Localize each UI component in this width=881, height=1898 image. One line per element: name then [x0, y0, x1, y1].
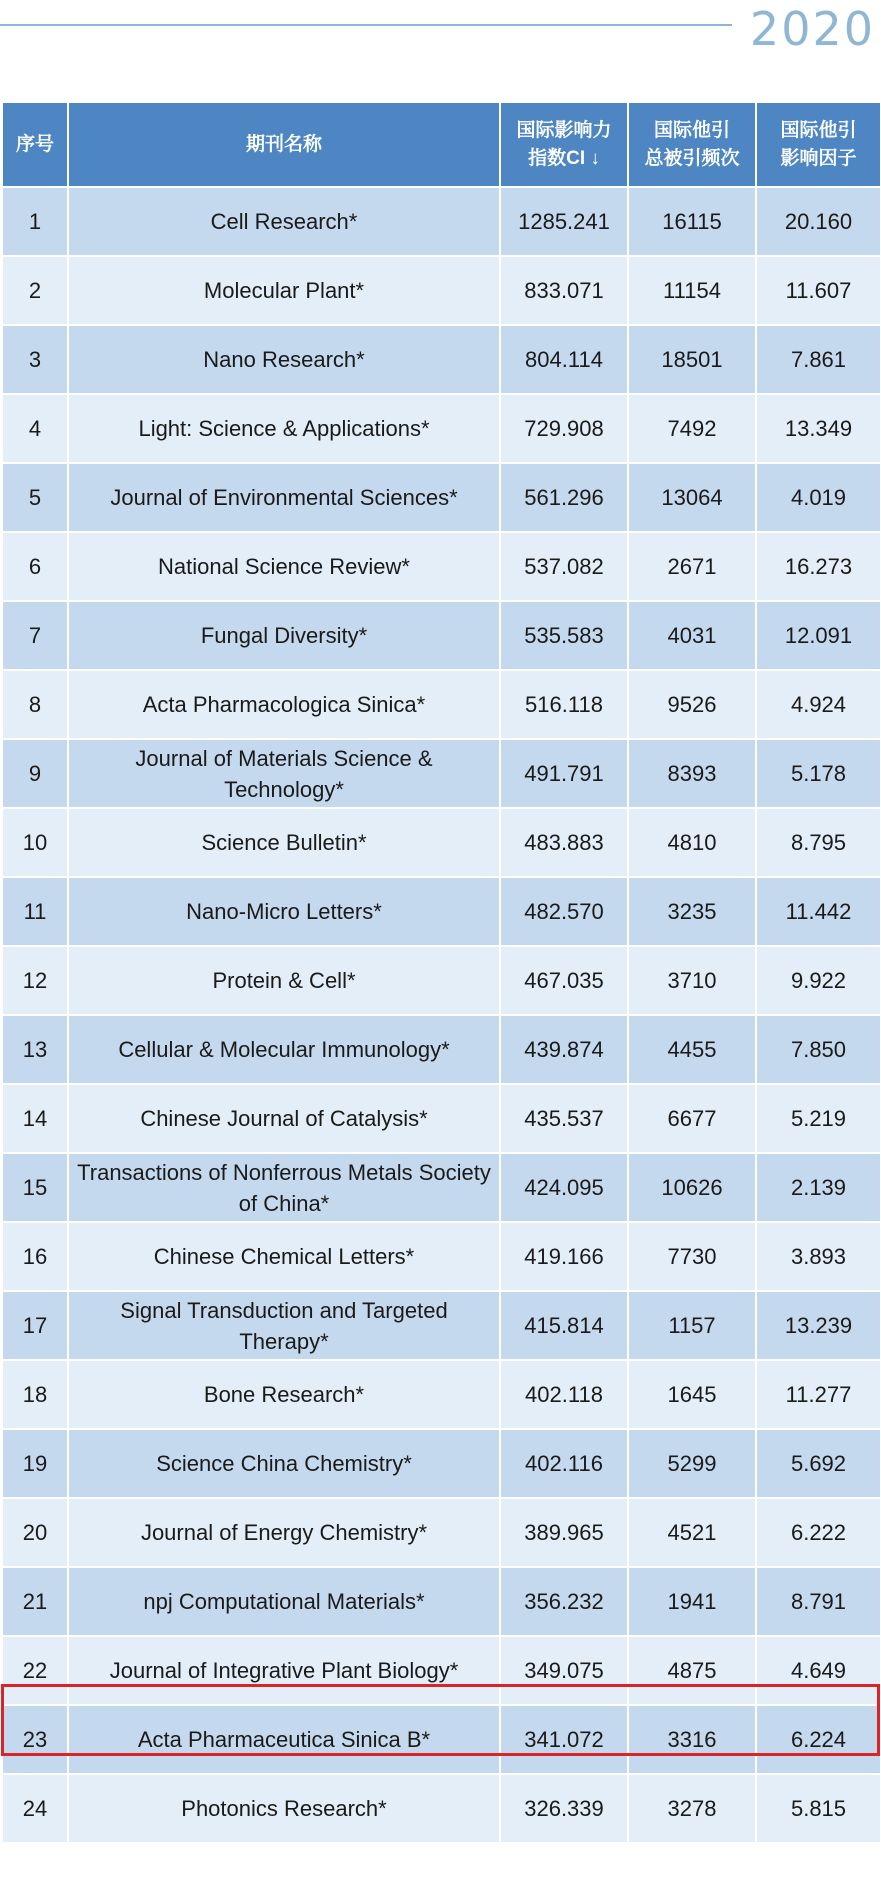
cell-impact-factor: 13.349: [756, 394, 881, 463]
header-influence-index: 国际影响力 指数CI ↓: [500, 102, 628, 187]
cell-journal-name: Science China Chemistry*: [68, 1429, 500, 1498]
cell-total-citations: 4810: [628, 808, 756, 877]
cell-influence-index: 415.814: [500, 1291, 628, 1360]
cell-impact-factor: 3.893: [756, 1222, 881, 1291]
cell-total-citations: 7492: [628, 394, 756, 463]
cell-journal-name: Protein & Cell*: [68, 946, 500, 1015]
cell-influence-index: 467.035: [500, 946, 628, 1015]
table-row: [2, 808, 881, 877]
cell-impact-factor: 20.160: [756, 187, 881, 256]
header-row: [2, 102, 881, 187]
cell-rank: 2: [2, 256, 68, 325]
cell-journal-name: National Science Review*: [68, 532, 500, 601]
cell-influence-index: 326.339: [500, 1774, 628, 1843]
table-row: [2, 256, 881, 325]
table-row: [2, 1153, 881, 1222]
cell-impact-factor: 7.861: [756, 325, 881, 394]
cell-impact-factor: 5.219: [756, 1084, 881, 1153]
cell-journal-name: Journal of Integrative Plant Biology*: [68, 1636, 500, 1705]
cell-impact-factor: 16.273: [756, 532, 881, 601]
cell-impact-factor: 6.224: [756, 1705, 881, 1774]
cell-journal-name: Cell Research*: [68, 187, 500, 256]
cell-influence-index: 483.883: [500, 808, 628, 877]
cell-rank: 22: [2, 1636, 68, 1705]
cell-journal-name: Photonics Research*: [68, 1774, 500, 1843]
cell-rank: 16: [2, 1222, 68, 1291]
cell-rank: 13: [2, 1015, 68, 1084]
cell-total-citations: 8393: [628, 739, 756, 808]
cell-total-citations: 6677: [628, 1084, 756, 1153]
cell-rank: 10: [2, 808, 68, 877]
table-row: [2, 877, 881, 946]
table-row: [2, 187, 881, 256]
cell-influence-index: 341.072: [500, 1705, 628, 1774]
cell-total-citations: 4031: [628, 601, 756, 670]
cell-total-citations: 4521: [628, 1498, 756, 1567]
cell-journal-name: Chinese Journal of Catalysis*: [68, 1084, 500, 1153]
cell-rank: 14: [2, 1084, 68, 1153]
cell-influence-index: 1285.241: [500, 187, 628, 256]
cell-rank: 1: [2, 187, 68, 256]
cell-impact-factor: 4.924: [756, 670, 881, 739]
cell-journal-name: Bone Research*: [68, 1360, 500, 1429]
table-header: [2, 102, 881, 187]
table-row: [2, 1429, 881, 1498]
cell-total-citations: 2671: [628, 532, 756, 601]
cell-influence-index: 804.114: [500, 325, 628, 394]
year-divider-line: [0, 24, 732, 26]
cell-impact-factor: 5.815: [756, 1774, 881, 1843]
cell-rank: 15: [2, 1153, 68, 1222]
cell-total-citations: 3235: [628, 877, 756, 946]
cell-rank: 24: [2, 1774, 68, 1843]
cell-impact-factor: 9.922: [756, 946, 881, 1015]
cell-journal-name: Light: Science & Applications*: [68, 394, 500, 463]
cell-influence-index: 491.791: [500, 739, 628, 808]
cell-rank: 4: [2, 394, 68, 463]
table-row: [2, 1291, 881, 1360]
cell-influence-index: 516.118: [500, 670, 628, 739]
cell-influence-index: 535.583: [500, 601, 628, 670]
cell-total-citations: 1157: [628, 1291, 756, 1360]
cell-impact-factor: 6.222: [756, 1498, 881, 1567]
table-row: [2, 739, 881, 808]
cell-total-citations: 1941: [628, 1567, 756, 1636]
table-body: [2, 187, 881, 1843]
table-row: [2, 601, 881, 670]
cell-influence-index: 402.118: [500, 1360, 628, 1429]
table-row: [2, 670, 881, 739]
cell-journal-name: Science Bulletin*: [68, 808, 500, 877]
header-total-citations: 国际他引 总被引频次: [628, 102, 756, 187]
cell-rank: 21: [2, 1567, 68, 1636]
header-journal-name: 期刊名称: [68, 102, 500, 187]
cell-impact-factor: 12.091: [756, 601, 881, 670]
table-row: [2, 394, 881, 463]
cell-total-citations: 7730: [628, 1222, 756, 1291]
cell-impact-factor: 5.692: [756, 1429, 881, 1498]
header-rank: 序号: [2, 102, 68, 187]
cell-journal-name: Signal Transduction and Targeted Therapy*: [68, 1291, 500, 1360]
cell-rank: 11: [2, 877, 68, 946]
cell-total-citations: 11154: [628, 256, 756, 325]
cell-total-citations: 1645: [628, 1360, 756, 1429]
cell-influence-index: 439.874: [500, 1015, 628, 1084]
cell-journal-name: npj Computational Materials*: [68, 1567, 500, 1636]
cell-rank: 3: [2, 325, 68, 394]
cell-influence-index: 435.537: [500, 1084, 628, 1153]
cell-impact-factor: 4.649: [756, 1636, 881, 1705]
cell-influence-index: 729.908: [500, 394, 628, 463]
cell-total-citations: 5299: [628, 1429, 756, 1498]
cell-impact-factor: 11.442: [756, 877, 881, 946]
cell-rank: 8: [2, 670, 68, 739]
cell-journal-name: Nano Research*: [68, 325, 500, 394]
cell-impact-factor: 11.607: [756, 256, 881, 325]
cell-impact-factor: 7.850: [756, 1015, 881, 1084]
cell-rank: 20: [2, 1498, 68, 1567]
cell-impact-factor: 4.019: [756, 463, 881, 532]
cell-journal-name: Chinese Chemical Letters*: [68, 1222, 500, 1291]
table-row: [2, 946, 881, 1015]
table-row: [2, 1567, 881, 1636]
cell-journal-name: Molecular Plant*: [68, 256, 500, 325]
cell-journal-name: Nano-Micro Letters*: [68, 877, 500, 946]
table-row: [2, 1636, 881, 1705]
cell-rank: 17: [2, 1291, 68, 1360]
journal-ranking-table: [1, 101, 881, 1844]
table-row: [2, 532, 881, 601]
cell-rank: 23: [2, 1705, 68, 1774]
cell-total-citations: 3710: [628, 946, 756, 1015]
cell-impact-factor: 5.178: [756, 739, 881, 808]
cell-impact-factor: 2.139: [756, 1153, 881, 1222]
cell-journal-name: Journal of Materials Science & Technology*: [68, 739, 500, 808]
cell-rank: 12: [2, 946, 68, 1015]
cell-journal-name: Acta Pharmaceutica Sinica B*: [68, 1705, 500, 1774]
cell-journal-name: Journal of Energy Chemistry*: [68, 1498, 500, 1567]
cell-total-citations: 9526: [628, 670, 756, 739]
cell-journal-name: Transactions of Nonferrous Metals Society of China*: [68, 1153, 500, 1222]
cell-total-citations: 4875: [628, 1636, 756, 1705]
cell-influence-index: 389.965: [500, 1498, 628, 1567]
cell-total-citations: 4455: [628, 1015, 756, 1084]
cell-total-citations: 3278: [628, 1774, 756, 1843]
cell-rank: 6: [2, 532, 68, 601]
cell-influence-index: 402.116: [500, 1429, 628, 1498]
cell-influence-index: 349.075: [500, 1636, 628, 1705]
header-impact-factor: 国际他引 影响因子: [756, 102, 881, 187]
table-row: [2, 1084, 881, 1153]
table-row: [2, 325, 881, 394]
cell-influence-index: 537.082: [500, 532, 628, 601]
cell-total-citations: 10626: [628, 1153, 756, 1222]
cell-journal-name: Fungal Diversity*: [68, 601, 500, 670]
cell-influence-index: 833.071: [500, 256, 628, 325]
year-label: 2020: [749, 2, 875, 56]
cell-journal-name: Acta Pharmacologica Sinica*: [68, 670, 500, 739]
table-row: [2, 1774, 881, 1843]
cell-impact-factor: 13.239: [756, 1291, 881, 1360]
table-row: [2, 1222, 881, 1291]
table-row: [2, 463, 881, 532]
table-row: [2, 1360, 881, 1429]
cell-total-citations: 18501: [628, 325, 756, 394]
cell-total-citations: 3316: [628, 1705, 756, 1774]
cell-rank: 7: [2, 601, 68, 670]
cell-rank: 5: [2, 463, 68, 532]
cell-rank: 18: [2, 1360, 68, 1429]
table-row: [2, 1015, 881, 1084]
cell-influence-index: 561.296: [500, 463, 628, 532]
cell-total-citations: 13064: [628, 463, 756, 532]
cell-impact-factor: 11.277: [756, 1360, 881, 1429]
cell-influence-index: 482.570: [500, 877, 628, 946]
cell-journal-name: Cellular & Molecular Immunology*: [68, 1015, 500, 1084]
table-row: [2, 1498, 881, 1567]
cell-influence-index: 419.166: [500, 1222, 628, 1291]
cell-influence-index: 424.095: [500, 1153, 628, 1222]
cell-rank: 9: [2, 739, 68, 808]
table-row: [2, 1705, 881, 1774]
cell-total-citations: 16115: [628, 187, 756, 256]
cell-journal-name: Journal of Environmental Sciences*: [68, 463, 500, 532]
cell-impact-factor: 8.795: [756, 808, 881, 877]
cell-influence-index: 356.232: [500, 1567, 628, 1636]
cell-rank: 19: [2, 1429, 68, 1498]
cell-impact-factor: 8.791: [756, 1567, 881, 1636]
